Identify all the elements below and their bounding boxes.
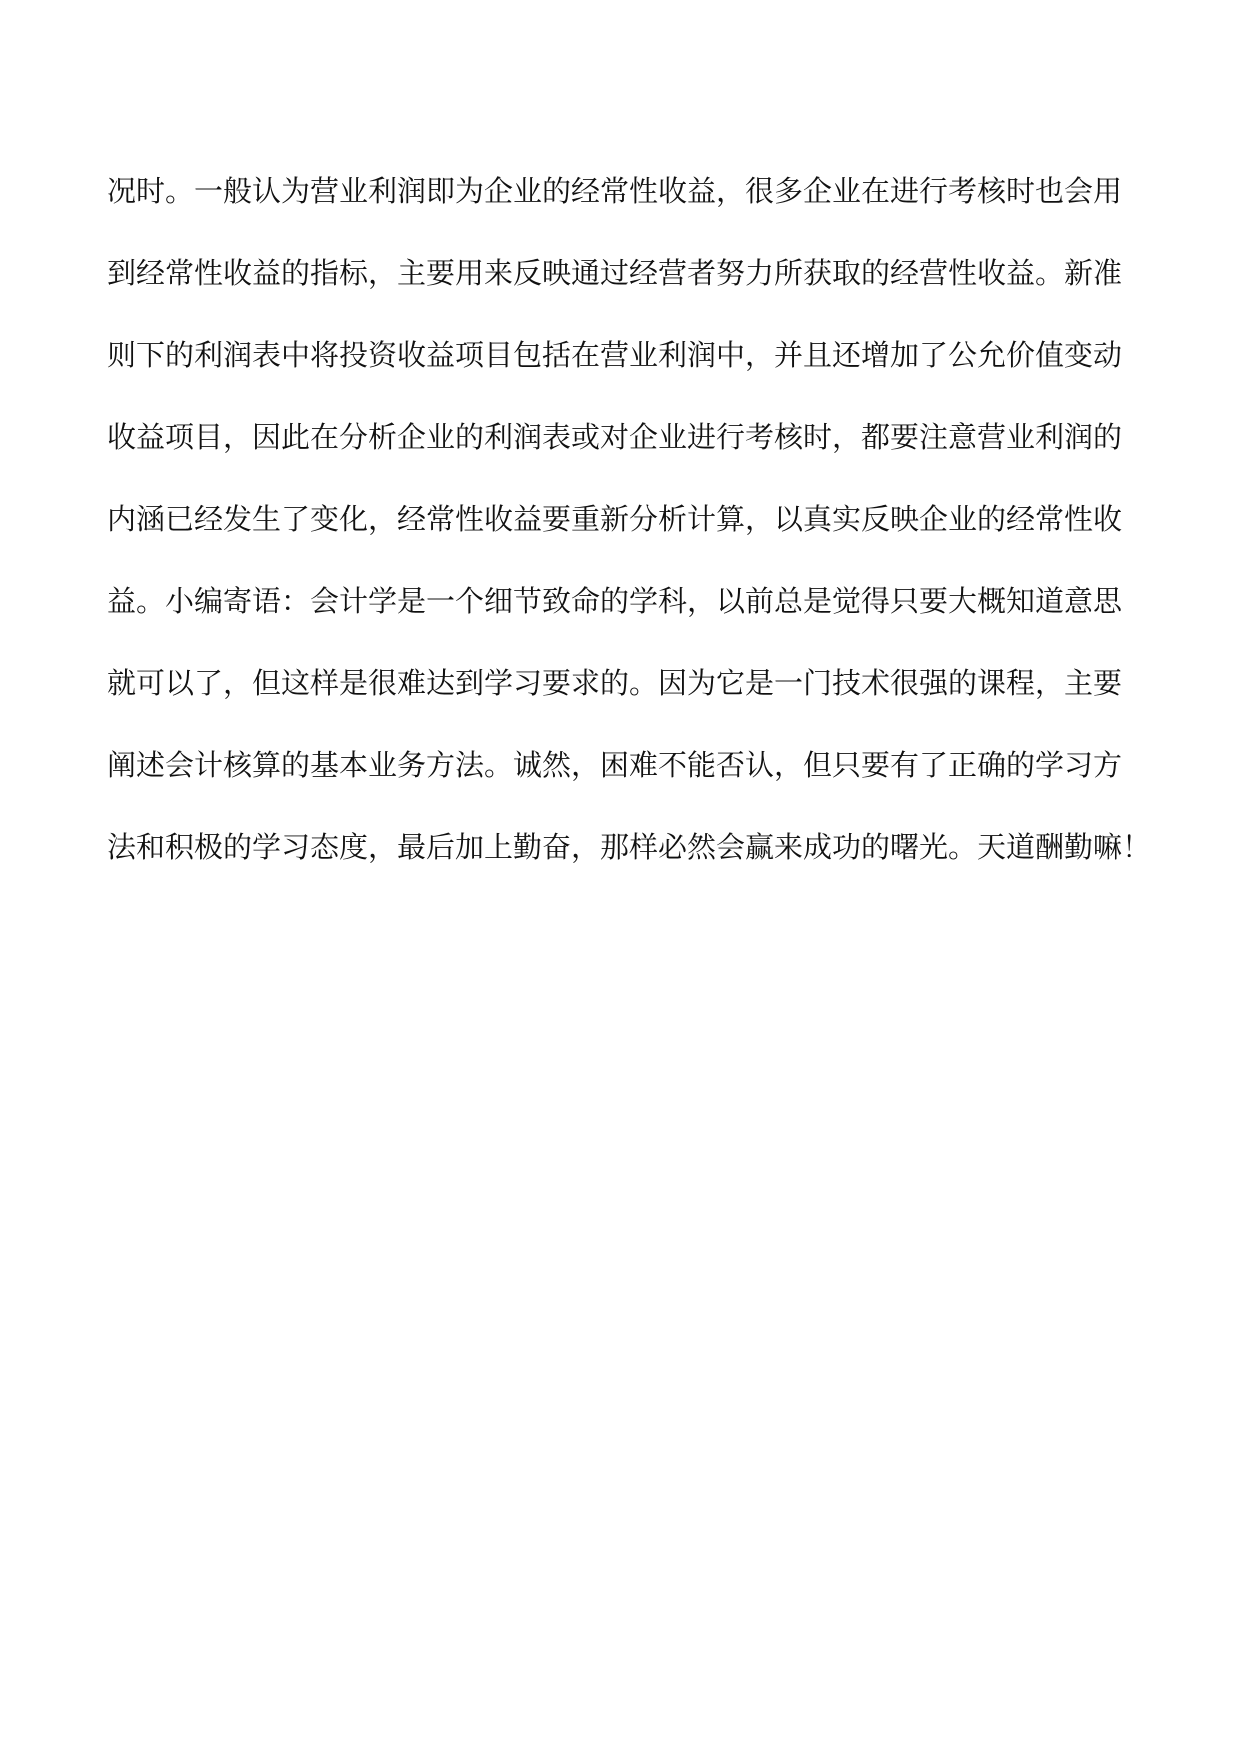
text-line: 则下的利润表中将投资收益项目包括在营业利润中，并且还增加了公允价值变动	[107, 338, 1123, 372]
text-line: 阐述会计核算的基本业务方法。诚然，困难不能否认，但只要有了正确的学习方	[107, 748, 1123, 782]
text-line: 况时。一般认为营业利润即为企业的经常性收益，很多企业在进行考核时也会用	[107, 174, 1123, 208]
text-line: 到经常性收益的指标，主要用来反映通过经营者努力所获取的经营性收益。新准	[107, 256, 1123, 290]
text-line: 就可以了，但这样是很难达到学习要求的。因为它是一门技术很强的课程，主要	[107, 666, 1123, 700]
body-paragraph	[107, 160, 1152, 898]
text-line: 收益项目，因此在分析企业的利润表或对企业进行考核时，都要注意营业利润的	[107, 420, 1123, 454]
text-line: 法和积极的学习态度，最后加上勤奋，那样必然会赢来成功的曙光。天道酬勤嘛！	[107, 830, 1152, 864]
text-line: 内涵已经发生了变化，经常性收益要重新分析计算，以真实反映企业的经常性收	[107, 502, 1123, 536]
text-line: 益。小编寄语：会计学是一个细节致命的学科，以前总是觉得只要大概知道意思	[107, 584, 1123, 618]
